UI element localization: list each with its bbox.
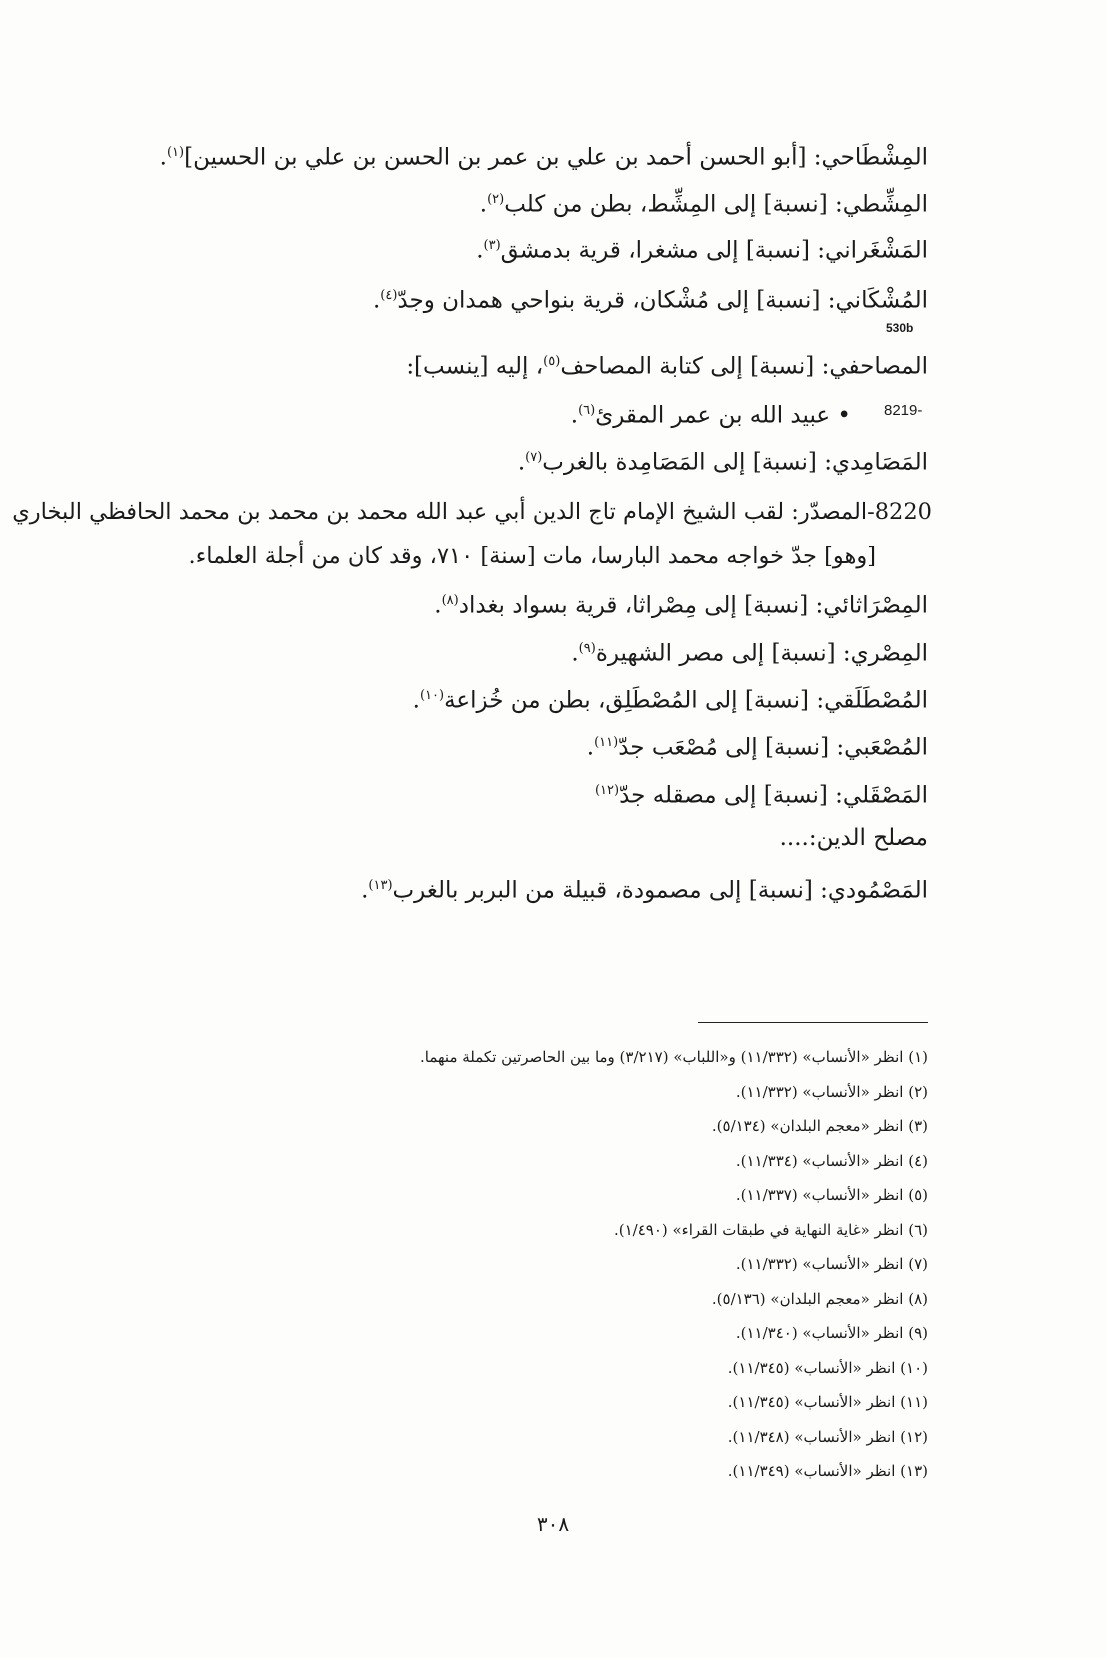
footnote: (٦) انظر «غاية النهاية في طبقات القراء» (١/٤٩٠). — [613, 1220, 928, 1239]
entry-musaddir — [12, 495, 932, 529]
entry-text: المِصْري: [نسبة] إلى مصر الشهيرة — [595, 640, 928, 667]
entry-end: . — [361, 877, 369, 904]
entry-text: • عبيد الله بن عمر المقرئ — [595, 402, 851, 429]
footnote: (١٣) انظر «الأنساب» (١١/٣٤٩). — [727, 1462, 928, 1480]
entry-text: المَصْمُودي: [نسبة] إلى مصمودة، قبيلة من البربر بالغرب — [392, 877, 928, 904]
footnote-ref: (١٣) — [368, 878, 393, 893]
entry-text: المِشِّطي: [نسبة] إلى المِشِّط، بطن من كلب — [504, 191, 928, 218]
entry-muslih-aldin — [780, 821, 928, 855]
footnote-ref: (٨) — [441, 593, 459, 608]
entry-end: . — [479, 191, 488, 218]
entry-end: . — [159, 144, 167, 171]
page-number: ٣٠٨ — [536, 1512, 570, 1536]
entry-text: المَشْغَراني: [نسبة] إلى مشغرا، قرية بدمشق — [500, 237, 928, 264]
footnote-ref: (١٢) — [594, 783, 620, 798]
footnote-ref: (١٠) — [419, 688, 445, 703]
footnote: (٢) انظر «الأنساب» (١١/٣٣٢). — [735, 1082, 928, 1101]
entry-text: 8220-المصدّر: لقب الشيخ الإمام تاج الدين أبي عبد الله محمد بن محمد بن محمد الحافظي البخاري — [12, 499, 932, 525]
footnote-ref: (٣) — [483, 238, 501, 253]
entry-end: . — [517, 449, 526, 476]
entry-musabi — [587, 726, 928, 765]
entry-text: مصلح الدين:.... — [779, 825, 928, 851]
entry-mashghrani — [476, 229, 928, 268]
footnote: (٤) انظر «الأنساب» (١١/٣٣٤). — [735, 1151, 928, 1170]
footnote-ref: (٦) — [578, 403, 596, 418]
footnote-ref: (١) — [166, 145, 185, 160]
entry-mustalaqi — [413, 679, 928, 718]
footnote: (١١) انظر «الأنساب» (١١/٣٤٥). — [727, 1393, 928, 1411]
entry-text: المِصْرَاثائي: [نسبة] إلى مِصْراثا، قرية بسواد بغداد — [458, 592, 928, 619]
footnote-ref: (٢) — [487, 192, 505, 207]
entry-mishshiti — [480, 183, 928, 222]
footnote-ref: (٥) — [543, 354, 561, 369]
entry-text: المُشْكَاني: [نسبة] إلى مُشْكان، قرية بنواحي همدان وجدّ — [397, 287, 928, 314]
entry-text: المِشْطَاحي: [أبو الحسن أحمد بن علي بن عمر بن الحسن بن علي بن الحسين] — [184, 144, 928, 171]
entry-text: المصاحفي: [نسبة] إلى كتابة المصاحف — [560, 353, 928, 380]
footnote: (١٠) انظر «الأنساب» (١١/٣٤٥). — [727, 1358, 928, 1377]
footnote-ref: (٧) — [525, 450, 543, 465]
footnote: (٨) انظر «معجم البلدان» (٥/١٣٦). — [711, 1289, 928, 1308]
footnote: (٣) انظر «معجم البلدان» (٥/١٣٤). — [711, 1117, 928, 1135]
entry-text: [وهو] جدّ خواجه محمد البارسا، مات [سنة] ٧١٠، وقد كان من أجلة العلماء. — [188, 543, 876, 569]
entry-text: المَصَامِدي: [نسبة] إلى المَصَامِدة بالغرب — [542, 449, 928, 476]
footnote-ref: (١١) — [594, 735, 619, 750]
entry-end: . — [372, 287, 381, 314]
footnote: (٩) انظر «الأنساب» (١١/٣٤٠). — [735, 1324, 928, 1342]
entry-end: . — [571, 640, 579, 667]
footnote: (٧) انظر «الأنساب» (١١/٣٣٢). — [735, 1255, 928, 1273]
footnote: (١) انظر «الأنساب» (١١/٣٣٢) و«اللباب» (٣/٢١٧) وما بين الحاصرتين تكملة منهما. — [420, 1048, 928, 1066]
footnote-ref: (٩) — [578, 641, 596, 656]
entry-end: . — [586, 734, 595, 761]
entry-end: ، إليه [ينسب]: — [406, 353, 544, 380]
entry-masahifi — [406, 345, 928, 384]
entry-end: . — [570, 402, 579, 429]
footnote-ref: (٤) — [380, 288, 398, 303]
entry-masamidi — [518, 441, 928, 480]
entry-end: . — [434, 592, 442, 619]
entry-misrathai — [434, 584, 928, 623]
entry-masmudi — [361, 869, 928, 908]
entry-misri — [571, 632, 928, 671]
entry-text: المُصْعَبي: [نسبة] إلى مُصْعَب جدّ — [618, 734, 928, 761]
entry-number: 8219- — [884, 402, 923, 419]
footnote: (٥) انظر «الأنساب» (١١/٣٣٧). — [735, 1186, 928, 1204]
entry-musaddir-continued — [189, 539, 876, 573]
footnote: (١٢) انظر «الأنساب» (١١/٣٤٨). — [727, 1427, 928, 1446]
entry-mishtahi — [160, 136, 928, 175]
entry-masqali — [595, 774, 928, 813]
footnote-separator — [698, 1022, 928, 1023]
entry-ubaydallah — [571, 394, 851, 433]
entry-text: المُصْطَلَقي: [نسبة] إلى المُصْطَلِق، بطن من خُزاعة — [444, 687, 928, 714]
manuscript-folio-marker: 530b — [886, 321, 914, 335]
entry-mushkani — [373, 279, 928, 318]
entry-end: . — [476, 237, 484, 264]
footnotes-block — [420, 1040, 928, 1489]
entry-end: . — [412, 687, 420, 714]
entry-text: المَصْقَلي: [نسبة] إلى مصقله جدّ — [619, 782, 928, 809]
